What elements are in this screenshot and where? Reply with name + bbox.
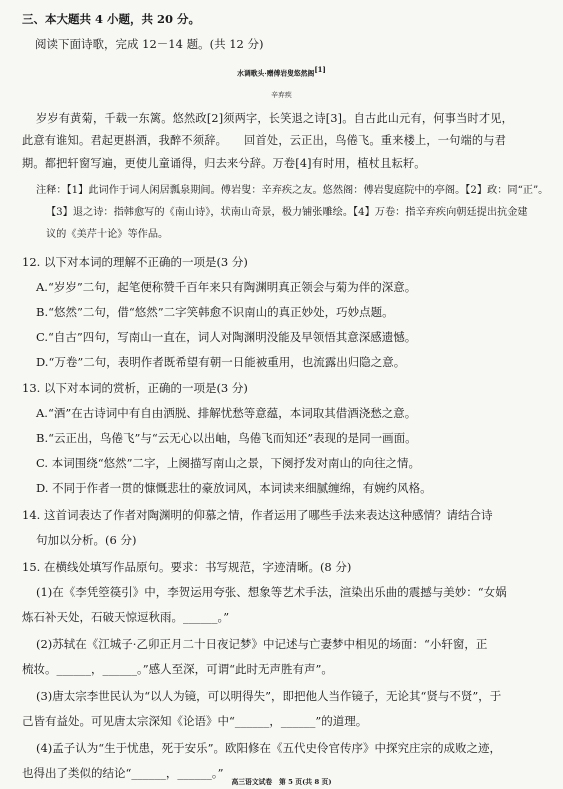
q13-option-b: B.“云正出，鸟倦飞”与“云无心以出岫，鸟倦飞而知还”表现的是同一画面。 bbox=[36, 431, 417, 445]
q15-item-4: (4)孟子认为“生于忧患，死于安乐”。欧阳修在《五代史伶官传序》中探究庄宗的成败之迹， bbox=[36, 741, 502, 755]
q12-option-a: A.“岁岁”二句，起笔便称赞千百年来只有陶渊明真正领会与菊为伴的深意。 bbox=[36, 280, 417, 294]
question-15: 15. 在横线处填写作品原句。要求：书写规范，字迹清晰。(8 分) bbox=[22, 560, 352, 574]
q13-option-a: A.“酒”在古诗词中有自由洒脱、排解忧愁等意蕴，本词取其借酒浇愁之意。 bbox=[36, 406, 417, 420]
q13-option-d: D. 不同于作者一贯的慷慨悲壮的豪放词风，本词读来细腻缠绵，有婉约风格。 bbox=[36, 481, 432, 495]
poem-line-1: 岁岁有黄菊，千载一东篱。悠然政[2]须两字，长笑退之诗[3]。自古此山元有，何事当时才见， bbox=[36, 112, 514, 125]
q15-item-3-cont: 己皆有益处。可见唐太宗深知《论语》中“______，______”的道理。 bbox=[22, 714, 368, 728]
reading-instruction: 阅读下面诗歌，完成 12－14 题。(共 12 分) bbox=[35, 37, 264, 51]
poem-line-2: 此意有谁知。君起更斟酒，我醉不须辞。 回首处，云正出，鸟倦飞。重来楼上，一句端的与君 bbox=[22, 134, 507, 147]
question-12: 12. 以下对本词的理解不正确的一项是(3 分) bbox=[22, 255, 248, 269]
note-line-2: 【3】退之诗：指韩愈写的《南山诗》，状南山奇景，极力铺张雕绘。【4】万卷：指辛弃疾向朝廷提出抗金建 bbox=[46, 207, 528, 218]
section-heading: 三、本大题共 4 小题，共 20 分。 bbox=[22, 12, 201, 26]
page-footer: 高三语文试卷 第 5 页(共 8 页) bbox=[231, 778, 332, 786]
note-line-1: 注释：【1】此词作于词人闲居瓢泉期间。傅岩叟：辛弃疾之友。悠然阁：傅岩叟庭院中的亭阁。【2】政：同“正”。 bbox=[36, 185, 549, 196]
q15-item-1-cont: 炼石补天处，石破天惊逗秋雨。______。” bbox=[22, 610, 230, 624]
question-14-cont: 句加以分析。(6 分) bbox=[36, 533, 137, 547]
poem-line-3: 期。都把轩窗写遍，更使儿童诵得，归去来兮辞。万卷[4]有时用，植杖且耘耔。 bbox=[22, 157, 426, 170]
q15-item-1: (1)在《李凭箜篌引》中，李贺运用夸张、想象等艺术手法，渲染出乐曲的震撼与美妙：“女娲 bbox=[36, 585, 507, 599]
question-13: 13. 以下对本词的赏析，正确的一项是(3 分) bbox=[22, 381, 248, 395]
q15-item-2-cont: 梳妆。______，______。”感人至深，可谓“此时无声胜有声”。 bbox=[22, 662, 333, 676]
q12-option-d: D.“万卷”二句，表明作者既希望有朝一日能被重用，也流露出归隐之意。 bbox=[36, 355, 406, 369]
q15-item-3: (3)唐太宗李世民认为“以人为镜，可以明得失”，即把他人当作镜子，无论其“贤与不贤”，于 bbox=[36, 689, 502, 703]
q12-option-b: B.“悠然”二句，借“悠然”二字笑韩愈不识南山的真正妙处，巧妙点题。 bbox=[36, 305, 394, 319]
question-14: 14. 这首词表达了作者对陶渊明的仰慕之情，作者运用了哪些手法来表达这种感情？请结合诗 bbox=[22, 508, 493, 522]
q12-option-c: C.“自古”四句，写南山一直在，词人对陶渊明没能及早领悟其意深感遗憾。 bbox=[36, 330, 417, 344]
q13-option-c: C. 本词围绕“悠然”二字，上阕描写南山之景，下阕抒发对南山的向往之情。 bbox=[36, 456, 420, 470]
poem-title: 水调歌头·赠傅岩叟悠然阁[1] bbox=[237, 65, 326, 78]
q15-item-2: (2)苏轼在《江城子·乙卯正月二十日夜记梦》中记述与亡妻梦中相见的场面：“小轩窗，正 bbox=[36, 637, 488, 651]
q15-item-4-cont: 也得出了类似的结论“______，______。” bbox=[22, 766, 224, 780]
poem-author: 辛弃疾 bbox=[271, 91, 292, 99]
note-line-3: 议的《美芹十论》等作品。 bbox=[46, 229, 169, 240]
